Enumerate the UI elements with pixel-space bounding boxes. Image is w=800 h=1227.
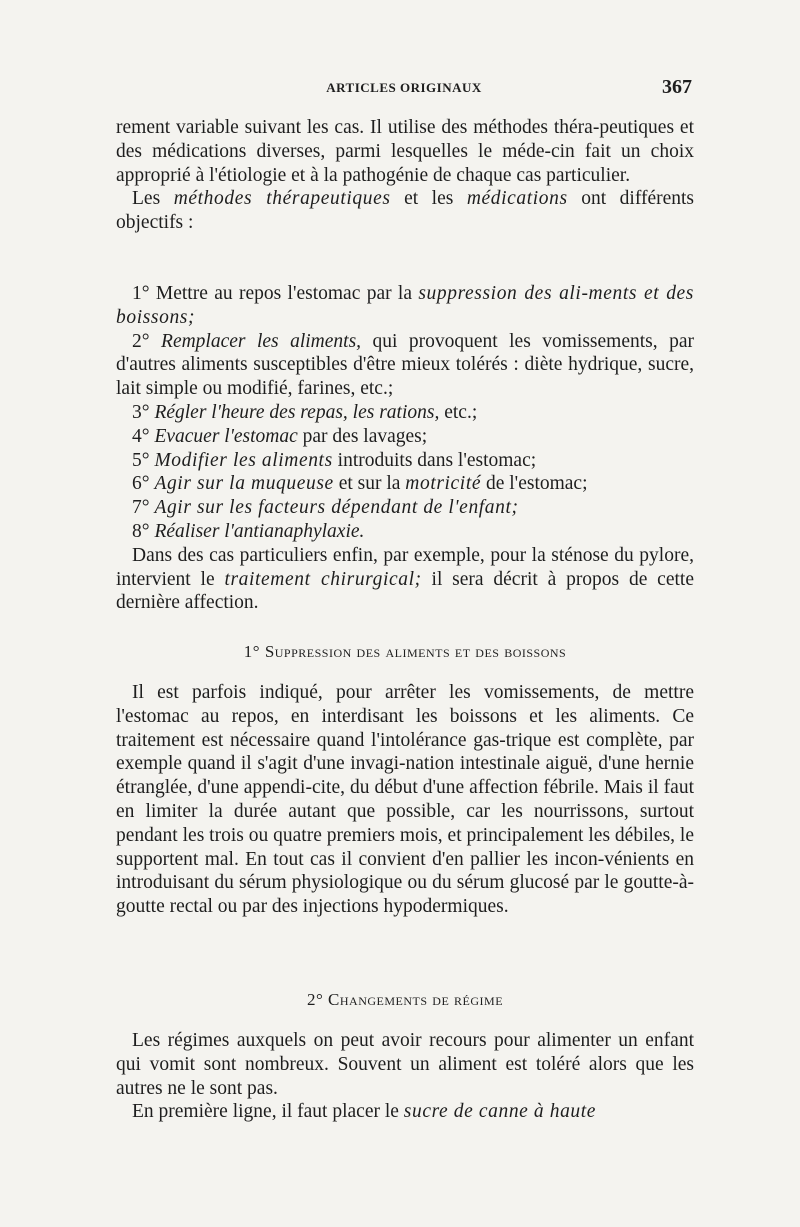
list-text: de l'estomac; (481, 473, 588, 495)
intro-paragraph-1: rement variable suivant les cas. Il utilise des méthodes théra-peutiques et des médications diverses, parmi lesquelles le méde-cin fait un choix approprié à l'étiologie et à la pathogénie de chaque cas particulier. (116, 117, 694, 186)
list-emphasis: Remplacer les aliments, (161, 330, 362, 352)
list-text (150, 331, 161, 352)
list-number: 8° (132, 520, 150, 542)
section-1-paragraph: Il est parfois indiqué, pour arrêter les vomissements, de mettre l'estomac au repos, en interdisant les boissons et les aliments. Ce traitement est nécessaire quand l'intolérance gas-trique est complète, par exemple quand il s'agit d'une invagi-nation intestinale aiguë, d'une hernie étranglée, d'une appendi-cite, du début d'une affection fébrile. Mais il faut en limiter la durée autant que possible, car les nourrissons, surtout pendant les trois ou quatre premiers mois, et principalement les débiles, le supportent mal. En tout cas il convient d'en pallier les incon-vénients en introduisant du sérum physiologique ou du sérum glucosé par le goutte-à-goutte rectal ou par des injections hypodermiques. (116, 682, 694, 918)
list-number: 4° (132, 425, 150, 447)
section-2-paragraph-last (116, 1100, 694, 1124)
list-number: 1° (132, 283, 150, 304)
list-text: introduits dans l'estomac; (332, 449, 537, 471)
list-number: 3° (132, 401, 150, 423)
closing-text: il sera décrit à propos de cette dernière affection. (116, 568, 694, 614)
list-item (116, 496, 694, 520)
closing-emphasis: traitement chirurgical; (224, 568, 422, 590)
section-title: Suppression des aliments et des boissons (264, 642, 567, 661)
list-emphasis: suppression des ali-ments et des boissons; (116, 283, 694, 328)
intro-emphasis-medications: médications (466, 188, 568, 210)
intro-text: et les (390, 188, 467, 210)
list-text: par des lavages; (297, 425, 428, 447)
section-title: Changements de régime (328, 990, 504, 1009)
section-1-body (116, 681, 694, 919)
list-emphasis: Régler l'heure des repas, les rations, (154, 401, 440, 423)
objectives-list (116, 282, 694, 615)
list-emphasis: Réaliser l'antianaphylaxie. (154, 520, 365, 542)
list-item (116, 449, 694, 473)
list-number: 5° (132, 449, 150, 471)
page-number: 367 (662, 76, 692, 98)
list-number: 2° (132, 330, 150, 352)
running-head (116, 76, 692, 102)
section-number: 2° (306, 990, 324, 1009)
section-2-text: En première ligne, il faut placer le (132, 1101, 404, 1123)
running-title: ARTICLES ORIGINAUX (326, 80, 482, 95)
list-item (116, 520, 694, 544)
section-1 (116, 640, 694, 664)
list-emphasis: motricité (405, 473, 482, 495)
intro-text: Les (132, 188, 174, 210)
list-text: etc.; (439, 401, 478, 423)
list-emphasis: Agir sur les facteurs dépendant de l'enfant; (154, 497, 519, 519)
list-number: 7° (132, 497, 150, 519)
section-1-heading (116, 640, 694, 664)
section-2-heading (116, 988, 694, 1012)
intro-emphasis-methods: méthodes thérapeutiques (173, 188, 391, 210)
list-item (116, 282, 694, 330)
list-emphasis: Modifier les aliments (154, 449, 333, 471)
list-text: et sur la (333, 473, 406, 495)
intro-text: ont différents objectifs : (116, 188, 695, 234)
section-2-body (116, 1029, 694, 1124)
list-item (116, 330, 694, 401)
list-item (116, 425, 694, 449)
section-2 (116, 988, 694, 1012)
section-number: 1° (243, 642, 261, 661)
intro-block (116, 116, 694, 235)
list-text: Mettre au repos l'estomac par la (149, 283, 419, 304)
list-text: qui provoquent les vomissements, par d'autres aliments susceptibles d'être mieux tolérés : diète hydrique, sucre, lait simple ou modifié, farines, etc.; (116, 330, 694, 400)
intro-paragraph-2 (116, 187, 694, 235)
closing-paragraph (116, 544, 694, 615)
list-emphasis: Evacuer l'estomac (154, 425, 298, 447)
section-2-emphasis: sucre de canne à haute (403, 1101, 597, 1123)
list-item (116, 401, 694, 425)
section-2-paragraph: Les régimes auxquels on peut avoir recours pour alimenter un enfant qui vomit sont nombreux. Souvent un aliment est toléré alors que les autres ne le sont pas. (116, 1030, 694, 1099)
list-number: 6° (132, 473, 150, 495)
list-emphasis: Agir sur la muqueuse (154, 473, 334, 495)
list-item (116, 472, 694, 496)
closing-text: Dans des cas particuliers enfin, par exemple, pour la sténose du pylore, intervient le (116, 544, 694, 590)
